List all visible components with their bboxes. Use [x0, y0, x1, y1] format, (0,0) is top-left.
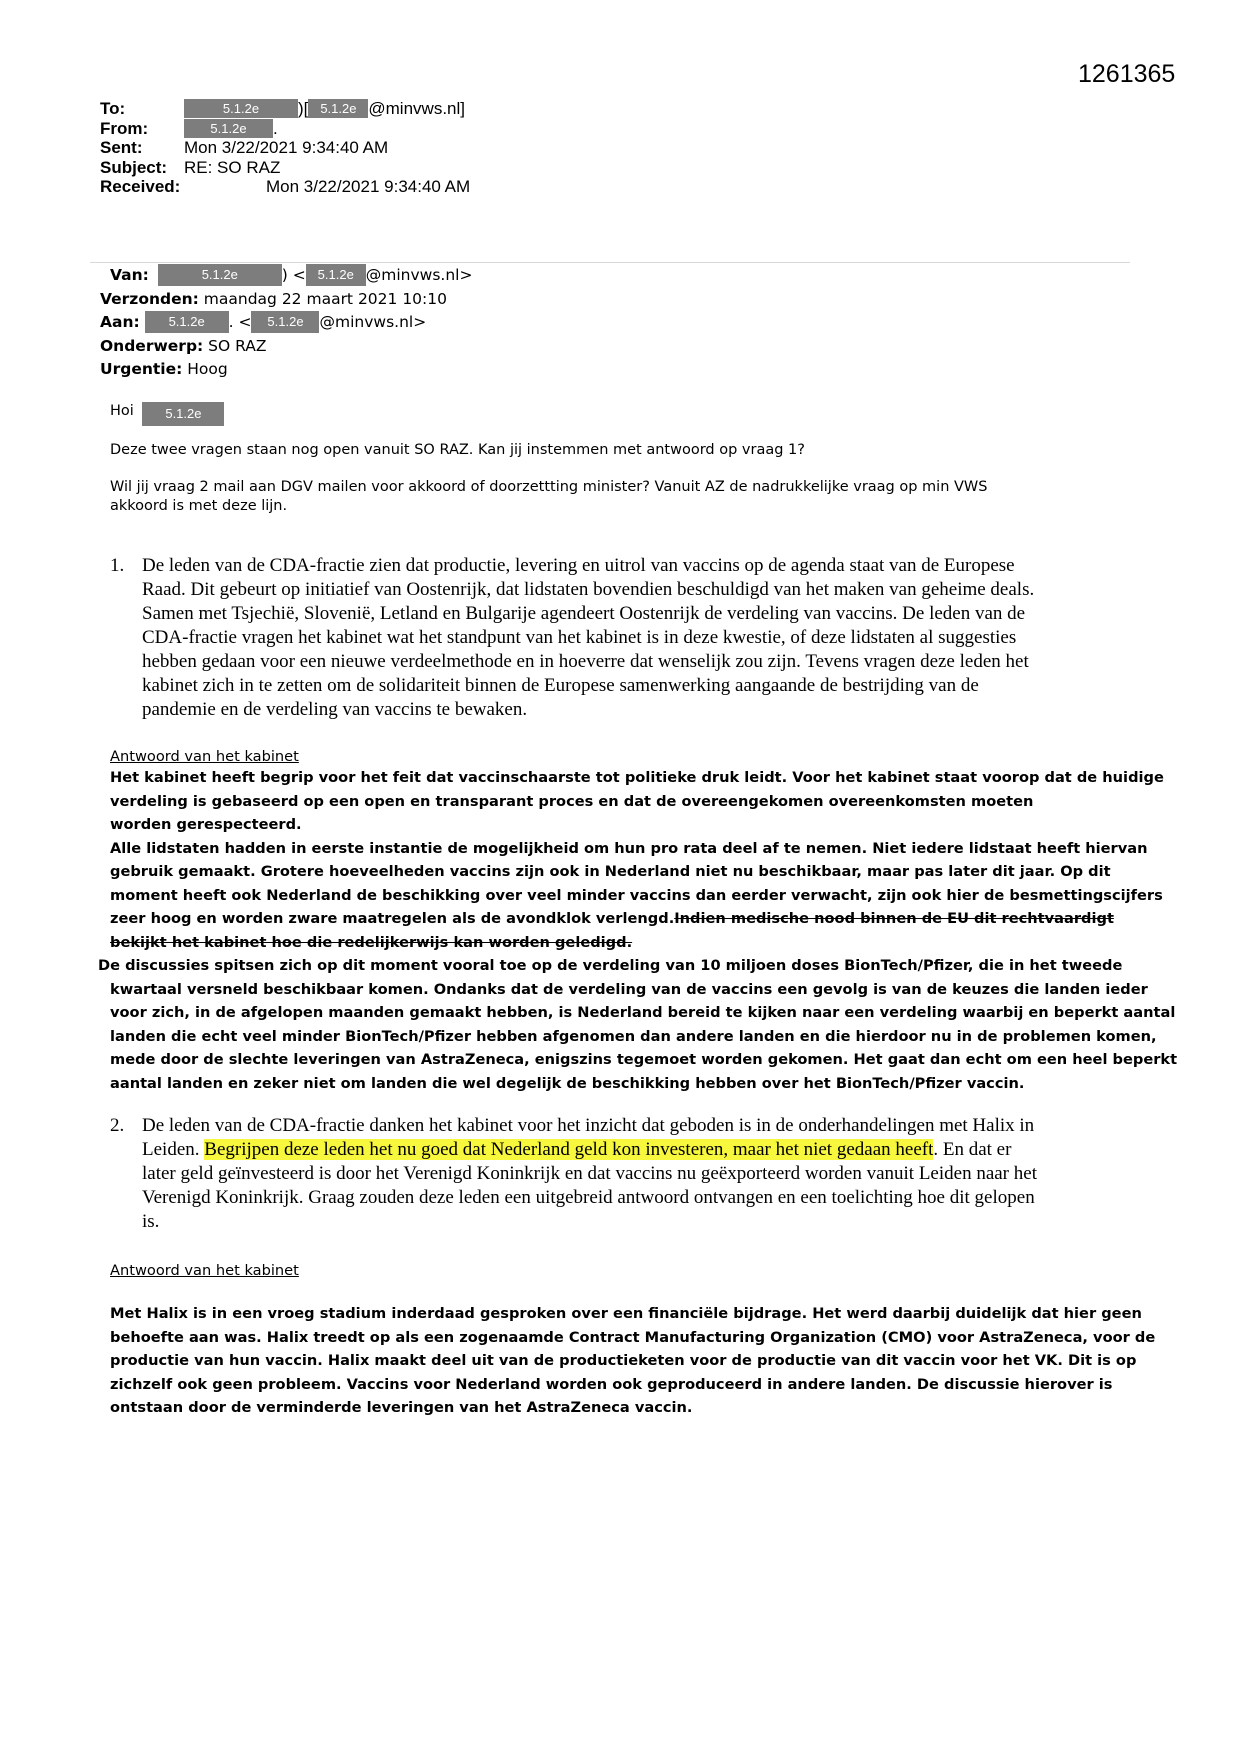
question-1: [110, 554, 1140, 722]
redaction-box: 5.1.2e: [306, 264, 366, 286]
subject-row: [100, 158, 470, 178]
document-number: 1261365: [1078, 60, 1176, 88]
question-line: is.: [142, 1211, 160, 1232]
onderwerp-value: SO RAZ: [208, 336, 267, 355]
to-domain: @minvws.nl]: [368, 99, 465, 118]
answer-2-body: [110, 1302, 1155, 1420]
question-line: pandemie en de verdeling van vaccins te bewaken.: [142, 699, 528, 720]
answer-1-body: [110, 766, 1164, 954]
answer-line: voor zich, in de afgelopen maanden gemaakt hebben, is Nederland bereid te kijken naar een verdeling waarbij en beperkt aantal: [110, 1004, 1176, 1021]
question-text: [142, 1114, 1037, 1234]
urgentie-label: Urgentie:: [100, 360, 183, 378]
answer-line: moment heeft ook Nederland de beschikking over veel minder vaccins dan eerder verwacht, zijn ook hier de besmettingscijfers: [110, 886, 1163, 904]
question-line: kabinet zich in te zetten om de solidariteit binnen de Europese samenwerking aangaande de bestrijding van de: [142, 675, 979, 696]
answer-line: landen die echt veel minder BionTech/Pfizer hebben afgenomen dan andere landen en die hierdoor nu in de problemen komen,: [110, 1027, 1157, 1045]
received-label: Received:: [100, 177, 181, 197]
answer-2-heading: Antwoord van het kabinet: [110, 1262, 299, 1279]
van-separator: ) <: [281, 266, 306, 284]
urgentie-value: Hoog: [187, 360, 228, 378]
answer-line: kwartaal versneld beschikbaar komen. Ondanks dat de verdeling van de vaccins een gevolg is van de keuzes die landen ieder: [110, 980, 1148, 998]
redaction-box: 5.1.2e: [158, 264, 282, 286]
answer-line: Alle lidstaten hadden in eerste instantie de mogelijkheid om hun pro rata deel af te nemen. Niet iedere lidstaat heeft hiervan: [110, 839, 1148, 857]
aan-domain: @minvws.nl>: [319, 313, 427, 331]
subject-value: RE: SO RAZ: [184, 157, 281, 177]
answer-1-heading: Antwoord van het kabinet: [110, 748, 299, 765]
sent-value: Mon 3/22/2021 9:34:40 AM: [184, 138, 389, 158]
answer-line: verdeling is gebaseerd op een open en transparant proces en dat de overeengekomen overeenkomsten moeten: [110, 792, 1034, 810]
question-line: CDA-fractie vragen het kabinet wat het standpunt van het kabinet is in deze kwestie, of deze lidstaten al suggesties: [142, 627, 1017, 648]
verzonden-value: maandag 22 maart 2021 10:10: [203, 289, 447, 308]
forwarded-header: [100, 264, 472, 382]
header-divider: [90, 262, 1130, 263]
email-header: [100, 99, 470, 197]
question-line: De leden van de CDA-fractie danken het kabinet voor het inzicht dat geboden is in de onderhandelingen met Halix in: [142, 1115, 1035, 1136]
answer-line: Het kabinet heeft begrip voor het feit dat vaccinschaarste tot politieke druk leidt. Voor het kabinet staat voorop dat de huidige: [110, 769, 1164, 786]
question-2: [110, 1114, 1140, 1234]
sent-row: [100, 138, 470, 158]
received-row: [100, 177, 470, 197]
verzonden-row: [100, 288, 472, 312]
onderwerp-label: Onderwerp:: [100, 336, 204, 355]
van-domain: @minvws.nl>: [365, 266, 473, 284]
answer-line: productie van hun vaccin. Halix maakt deel uit van de productieketen voor de productie van dit vaccin voor het VK. Dit is op: [110, 1352, 1137, 1369]
to-separator: )[: [298, 99, 309, 118]
onderwerp-row: [100, 335, 472, 359]
redaction-box: 5.1.2e: [251, 311, 319, 333]
from-suffix: .: [273, 118, 278, 138]
subject-label: Subject:: [100, 157, 168, 177]
van-row: [100, 264, 472, 288]
question-line: later geld geïnvesteerd is door het Verenigd Koninkrijk en dat vaccins nu geëxporteerd worden vanuit Leiden naar het: [142, 1163, 1037, 1184]
van-label: Van:: [110, 266, 149, 284]
question-line: De leden van de CDA-fractie zien dat productie, levering en uitrol van vaccins op de agenda staat van de Europese: [142, 555, 1015, 576]
answer-line: zichzelf ook geen probleem. Vaccins voor Nederland worden ook geproduceerd in andere landen. De discussie hierover is: [110, 1375, 1113, 1393]
answer-1-paragraph-3: [98, 954, 1177, 1095]
intro-paragraph-1: Deze twee vragen staan nog open vanuit SO RAZ. Kan jij instemmen met antwoord op vraag 1?: [110, 442, 805, 458]
aan-separator: . <: [228, 313, 252, 331]
answer-line: mede door de slechte leveringen van AstraZeneca, enigszins tegemoet worden gekomen. Het gaat dan echt om een heel beperkt: [110, 1051, 1178, 1068]
highlighted-text: Begrijpen deze leden het nu goed dat Nederland geld kon investeren, maar het niet gedaan heeft: [204, 1139, 934, 1160]
question-text: [142, 554, 1034, 722]
greeting-text: Hoi: [110, 403, 134, 419]
answer-line: gebruik gemaakt. Grotere hoeveelheden vaccins zijn ook in Nederland niet nu beschikbaar, maar pas later dit jaar. Op dit: [110, 863, 1111, 880]
sent-label: Sent:: [100, 138, 143, 158]
question-line: Verenigd Koninkrijk. Graag zouden deze leden een uitgebreid antwoord ontvangen en een toelichting hoe dit gelopen: [142, 1187, 1035, 1208]
question-text-segment: . En dat er: [933, 1139, 1012, 1160]
from-row: [100, 119, 470, 139]
redaction-box: 5.1.2e: [184, 119, 273, 138]
redaction-box: 5.1.2e: [145, 311, 229, 333]
answer-line: worden gerespecteerd.: [110, 816, 302, 833]
question-line: [142, 1138, 1037, 1162]
verzonden-label: Verzonden:: [100, 289, 199, 308]
answer-line: aantal landen en zeker niet om landen die wel degelijk de beschikking hebben over het BionTech/Pfizer vaccin.: [110, 1074, 1025, 1092]
answer-line: [110, 907, 1164, 931]
greeting: [110, 402, 224, 426]
struck-text: Indien medische nood binnen de EU dit rechtvaardigt: [674, 910, 1114, 927]
question-line: Samen met Tsjechië, Slovenië, Letland en Bulgarije agendeert Oostenrijk de verdeling van vaccins. De leden van de: [142, 603, 1026, 624]
aan-row: [100, 311, 472, 335]
answer-line: behoefte aan was. Halix treedt op als een zogenaamde Contract Manufacturing Organization (CMO) voor AstraZeneca, voor de: [110, 1328, 1156, 1346]
to-label: To:: [100, 99, 126, 118]
question-text-segment: Leiden.: [142, 1139, 205, 1160]
struck-line: bekijkt het kabinet hoe die redelijkerwijs kan worden geledigd.: [110, 933, 633, 951]
question-line: Raad. Dit gebeurt op initiatief van Oostenrijk, dat lidstaten bovendien beschuldigd van het maken van geheime deals.: [142, 579, 1035, 600]
question-line: hebben gedaan voor een nieuwe verdeelmethode en in hoeverre dat wenselijk zou zijn. Tevens vragen deze leden het: [142, 651, 1029, 672]
intro-paragraph-2: [110, 478, 987, 515]
received-value: Mon 3/22/2021 9:34:40 AM: [266, 177, 471, 197]
answer-line: Met Halix is in een vroeg stadium inderdaad gesproken over een financiële bijdrage. Het werd daarbij duidelijk dat hier geen: [110, 1305, 1142, 1322]
question-number: 2.: [110, 1115, 125, 1136]
answer-line: ontstaan door de verminderde leveringen van het AstraZeneca vaccin.: [110, 1399, 693, 1416]
question-number: 1.: [110, 555, 125, 576]
answer-line: De discussies spitsen zich op dit moment vooral toe op de verdeling van 10 miljoen doses BionTech/Pfizer, die in het tweede: [98, 957, 1123, 974]
aan-label: Aan:: [100, 313, 140, 331]
urgentie-row: [100, 358, 472, 382]
to-row: [100, 99, 470, 119]
redaction-box: 5.1.2e: [184, 99, 298, 118]
redaction-box: 5.1.2e: [142, 402, 224, 426]
answer-text: zeer hoog en worden zware maatregelen als de avondklok verlengd.: [110, 910, 675, 927]
from-label: From:: [100, 118, 149, 138]
intro-paragraph-2-line: akkoord is met deze lijn.: [110, 497, 288, 514]
redaction-box: 5.1.2e: [308, 99, 368, 118]
intro-paragraph-2-line: Wil jij vraag 2 mail aan DGV mailen voor akkoord of doorzettting minister? Vanuit AZ de nadrukkelijke vraag op min VWS: [110, 479, 988, 495]
